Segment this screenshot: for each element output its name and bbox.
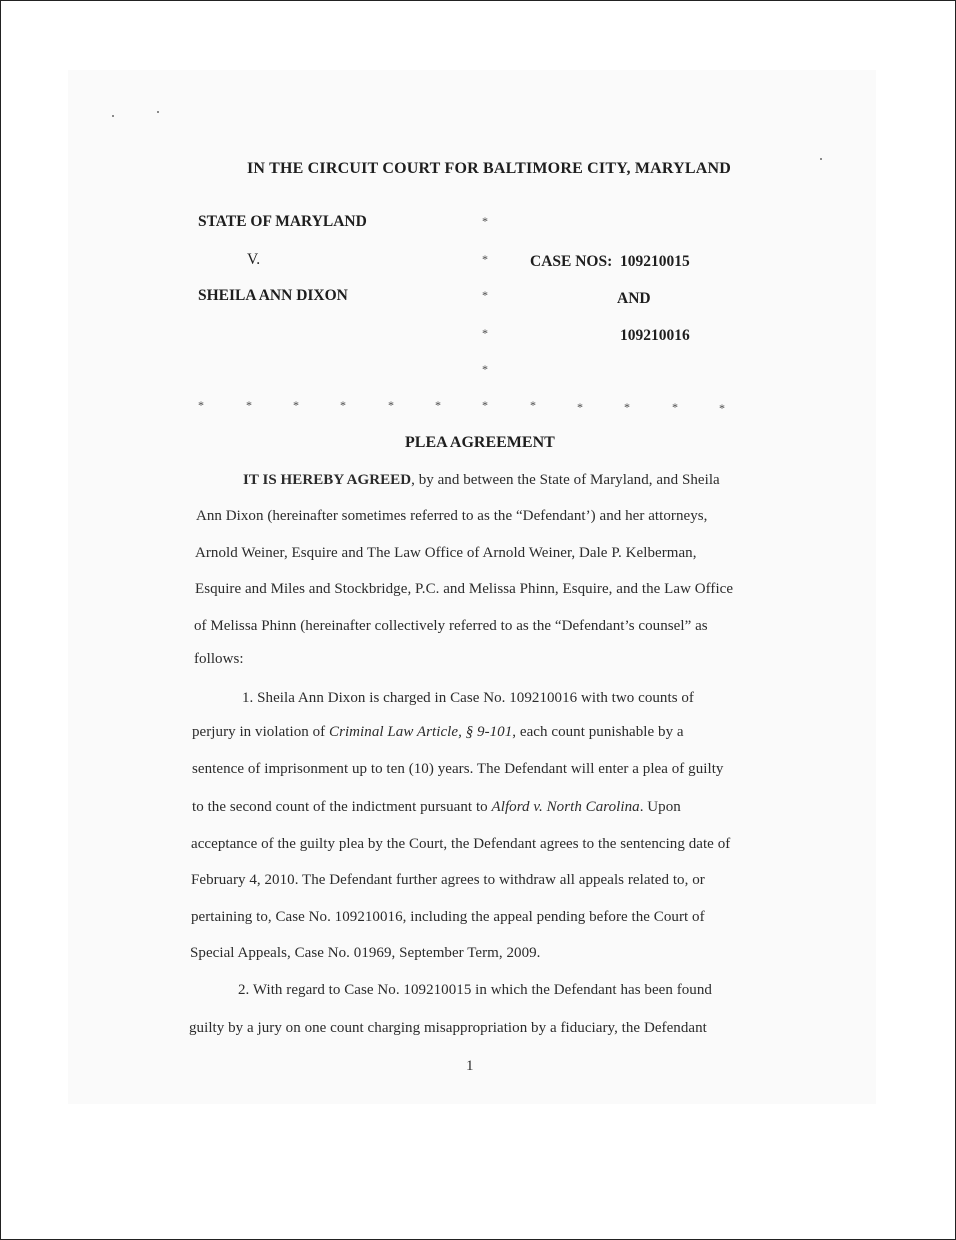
para1-line-6: February 4, 2010. The Defendant further agrees to withdraw all appeals related to, or	[191, 872, 705, 888]
scan-speck	[112, 115, 114, 117]
caption-star: *	[482, 214, 488, 228]
para1-line-2	[192, 724, 684, 741]
court-heading: IN THE CIRCUIT COURT FOR BALTIMORE CITY, MARYLAND	[247, 160, 732, 177]
intro-line-1	[243, 472, 720, 489]
caption-star: *	[482, 362, 488, 376]
para1-line-3: sentence of imprisonment up to ten (10) years. The Defendant will enter a plea of guilty	[192, 761, 724, 777]
case-numbers-label	[530, 253, 690, 271]
scan-speck	[157, 111, 159, 113]
intro-line-5: of Melissa Phinn (hereinafter collectively referred to as the “Defendant’s counsel” as	[194, 618, 708, 634]
intro-line-6: follows:	[194, 651, 244, 667]
separator-star: *	[246, 398, 252, 412]
para1-line-1: 1. Sheila Ann Dixon is charged in Case No. 109210016 with two counts of	[242, 690, 694, 706]
case-label: CASE NOS:	[530, 253, 613, 270]
caption-star: *	[482, 288, 488, 302]
intro-lead: IT IS HEREBY AGREED	[243, 472, 412, 488]
separator-star: *	[672, 400, 678, 414]
separator-star: *	[388, 398, 394, 412]
caption-star: *	[482, 326, 488, 340]
caption-plaintiff: STATE OF MARYLAND	[198, 213, 367, 230]
para2-line-2: guilty by a jury on one count charging misappropriation by a fiduciary, the Defendant	[189, 1020, 707, 1036]
para1-line-4a: to the second count of the indictment pursuant to	[192, 799, 492, 815]
page-number: 1	[466, 1058, 474, 1074]
separator-star: *	[624, 400, 630, 414]
case-and: AND	[617, 290, 651, 307]
separator-star: *	[435, 398, 441, 412]
para1-line-4	[192, 799, 681, 816]
caption-star: *	[482, 252, 488, 266]
para1-line-2a: perjury in violation of	[192, 724, 330, 740]
separator-star: *	[198, 398, 204, 412]
intro-line-1-text: , by and between the State of Maryland, and Sheila	[411, 472, 720, 488]
case-number-1: 109210015	[620, 253, 690, 270]
caption-versus: V.	[247, 251, 261, 268]
caption-defendant: SHEILA ANN DIXON	[198, 287, 348, 304]
case-number-2: 109210016	[620, 327, 690, 344]
para1-line-5: acceptance of the guilty plea by the Court, the Defendant agrees to the sentencing date of	[191, 836, 731, 852]
separator-star: *	[340, 398, 346, 412]
statute-citation: Criminal Law Article, § 9-101	[329, 724, 513, 740]
separator-star: *	[530, 398, 536, 412]
para1-line-7: pertaining to, Case No. 109210016, including the appeal pending before the Court of	[191, 909, 705, 925]
scan-speck	[820, 158, 822, 160]
para1-line-8: Special Appeals, Case No. 01969, September Term, 2009.	[190, 945, 541, 961]
para1-line-2b: , each count punishable by a	[512, 724, 684, 740]
intro-line-4: Esquire and Miles and Stockbridge, P.C. and Melissa Phinn, Esquire, and the Law Office	[195, 581, 734, 597]
separator-star: *	[577, 400, 583, 414]
para2-line-1: 2. With regard to Case No. 109210015 in which the Defendant has been found	[238, 982, 712, 998]
para1-line-4b: . Upon	[639, 799, 681, 815]
case-citation: Alford v. North Carolina	[491, 799, 640, 815]
separator-star: *	[719, 401, 725, 415]
separator-star: *	[293, 398, 299, 412]
document-title: PLEA AGREEMENT	[405, 434, 555, 451]
intro-line-2: Ann Dixon (hereinafter sometimes referred to as the “Defendant’) and her attorneys,	[196, 508, 708, 524]
intro-line-3: Arnold Weiner, Esquire and The Law Office of Arnold Weiner, Dale P. Kelberman,	[195, 545, 697, 561]
separator-star: *	[482, 398, 488, 412]
